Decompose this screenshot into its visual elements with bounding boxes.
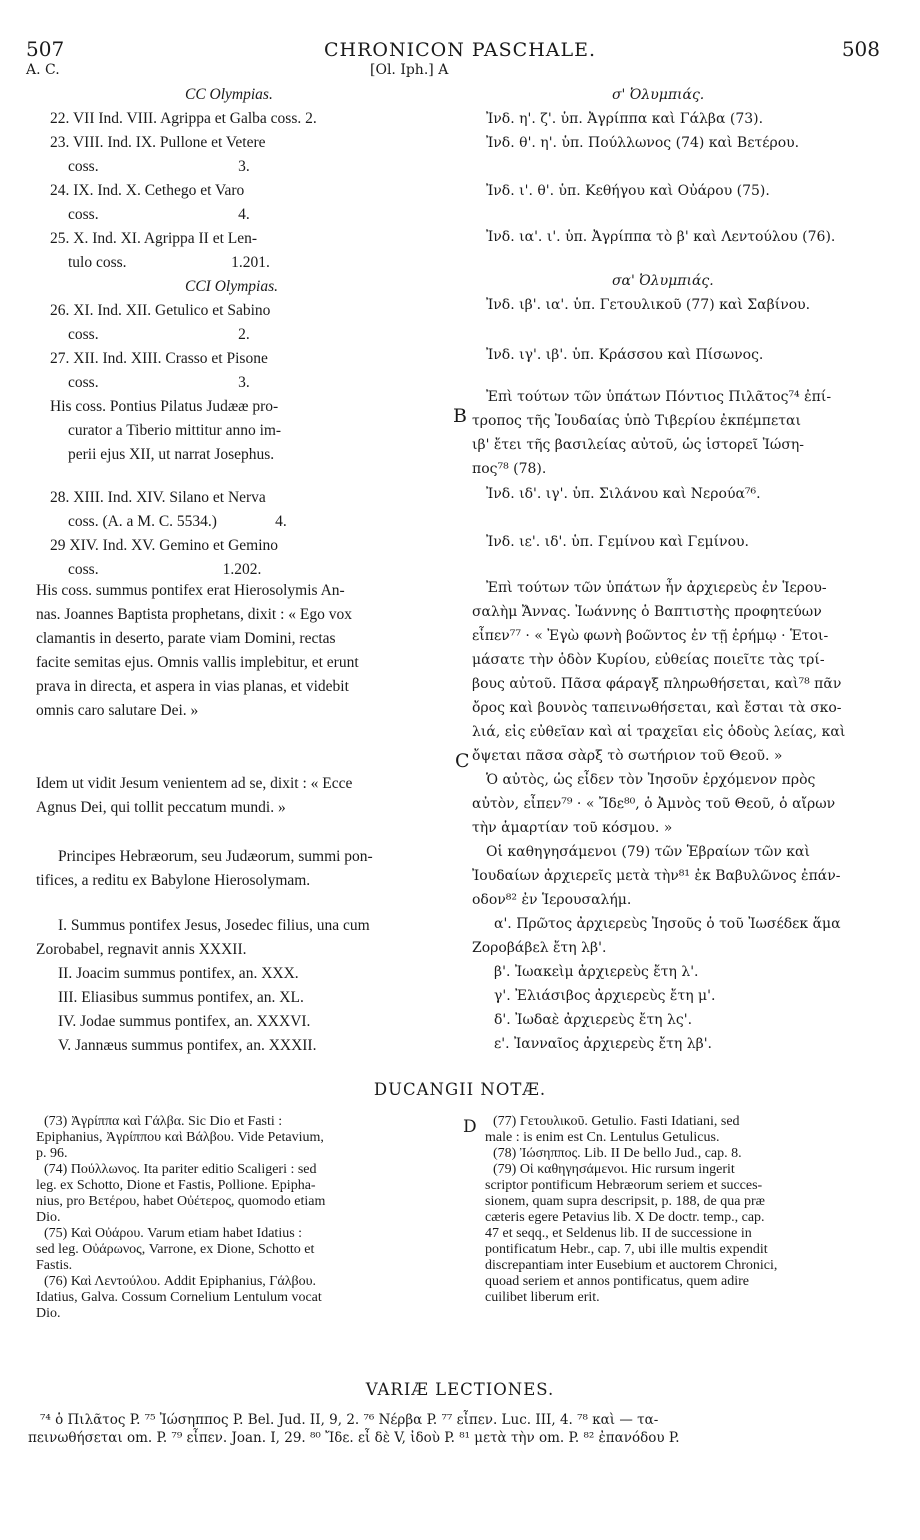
text-line: β'. Ἰωακεὶμ ἀρχιερεὺς ἔτη λ'. [494,964,699,980]
text-line: τὴν ἁμαρτίαν τοῦ κόσμου. » [472,820,673,836]
note-line: male : is enim est Cn. Lentulus Getulicus. [485,1130,720,1145]
text-line: omnis caro salutare Dei. » [36,702,199,719]
text-line: perii ejus XII, ut narrat Josephus. [68,446,275,463]
running-title: CHRONICON PASCHALE. [323,39,597,61]
text-line: α'. Πρῶτος ἀρχιερεὺς Ἰησοῦς ὁ τοῦ Ἰωσέδεκ ἅμα [494,916,841,932]
text-line: 28. XIII. Ind. XIV. Silano et Nerva [50,489,266,506]
olympiad-heading: CCI Olympias. [185,278,278,295]
note-line: cæteris egere Petavius lib. X De doctr. temp., cap. [485,1210,765,1225]
text-line: 29 XIV. Ind. XV. Gemino et Gemino [50,537,279,554]
variant-line: ⁷⁴ ὁ Πιλᾶτος P. ⁷⁵ Ἰώσηππος P. Bel. Jud. II, 9, 2. ⁷⁶ Νέρβα P. ⁷⁷ εἶπεν. Luc. III, 4. ⁷⁸ καὶ — τα- [40,1412,659,1428]
note-line: p. 96. [36,1146,68,1161]
text-line: curator a Tiberio mittitur anno im- [68,422,282,439]
note-line: (77) Γετουλικοῦ. Getulio. Fasti Idatiani, sed [493,1114,740,1129]
text-line: ιβ' ἔτει τῆς βασιλείας αὐτοῦ, ὡς ἱστορεῖ Ἰώση- [472,437,804,453]
text-line: Ἐπὶ τούτων τῶν ὑπάτων Πόντιος Πιλᾶτος⁷⁴ ἐπί- [486,389,832,405]
note-line: nius, pro Βετέρου, habet Οὐέτερος, quomodo etiam [36,1194,326,1209]
text-line: His coss. Pontius Pilatus Judææ pro- [50,398,279,415]
text-line: μάσατε τὴν ὁδὸν Κυρίου, εὐθείας ποιεῖτε τὰς τρί- [472,652,825,668]
variae-heading: VARIÆ LECTIONES. [365,1380,555,1399]
text-line: πος⁷⁸ (78). [472,461,547,477]
text-line: IV. Jodae summus pontifex, an. XXXVI. [58,1013,311,1030]
margin-letter-c: C [455,750,470,772]
note-line: quoad seriem et annos pontificatus, quem adire [485,1274,749,1289]
note-line: leg. ex Schotto, Dione et Fastis, Pollione. Epipha- [36,1178,316,1193]
text-line: Ἰνδ. ιγ'. ιβ'. ὑπ. Κράσσου καὶ Πίσωνος. [486,347,764,363]
note-line: discrepantiam inter Eusebium et auctorem Chronici, [485,1258,778,1273]
text-line: nas. Joannes Baptista prophetans, dixit : « Ego vox [36,606,352,623]
olympiad-heading: CC Olympias. [185,86,273,103]
text-line: coss. 4. [68,206,250,223]
text-line: δ'. Ἰωδαὲ ἀρχιερεὺς ἔτη λς'. [494,1012,693,1028]
note-line: (76) Καὶ Λεντούλου. Addit Epiphanius, Γάλβου. [44,1274,317,1289]
text-line: facite semitas ejus. Omnis vallis implebitur, et erunt [36,654,359,671]
text-line: coss. 3. [68,158,250,175]
text-line: Zorobabel, regnavit annis XXXII. [36,941,247,958]
text-line: ὄρος καὶ βουνὸς ταπεινωθήσεται, καὶ ἔσται τὰ σκο- [472,700,842,716]
text-line: coss. (A. a M. C. 5534.) 4. [68,513,287,530]
note-line: sed leg. Οὐάρωνος, Varrone, ex Dione, Schotto et [36,1242,315,1257]
text-line: ὄψεται πᾶσα σὰρξ τὸ σωτήριον τοῦ Θεοῦ. » [472,748,783,764]
text-line: Principes Hebræorum, seu Judæorum, summi pon- [58,848,373,865]
margin-letter-d: D [463,1117,477,1137]
text-line: coss. 3. [68,374,250,391]
note-line: (73) Ἀγρίππα καὶ Γάλβα. Sic Dio et Fasti : [44,1114,283,1129]
note-line: (74) Πούλλωνος. Ita pariter editio Scaligeri : sed [44,1162,317,1177]
text-line: 24. IX. Ind. X. Cethego et Varo [50,182,245,199]
text-line: His coss. summus pontifex erat Hierosolymis An- [36,582,345,599]
note-line: pontificatum Hebr., cap. 7, ubi ille multis expendit [485,1242,768,1257]
text-line: Ζοροβάβελ ἔτη λβ'. [472,940,607,956]
text-line: II. Joacim summus pontifex, an. XXX. [58,965,299,982]
text-line: V. Jannæus summus pontifex, an. XXXII. [58,1037,317,1054]
text-line: Ἰνδ. ιβ'. ια'. ὑπ. Γετουλικοῦ (77) καὶ Σαβίνου. [486,297,811,313]
text-line: Ἰουδαίων ἀρχιερεῖς μετὰ τὴν⁸¹ ἐκ Βαβυλῶνος ἐπάν- [472,868,841,884]
note-line: scriptor pontificum Hebræorum seriem et succes- [485,1178,763,1193]
note-line: (75) Καὶ Οὐάρου. Varum etiam habet Idatius : [44,1226,303,1241]
text-line: ε'. Ἰανναῖος ἀρχιερεὺς ἔτη λβ'. [494,1036,712,1052]
text-line: Agnus Dei, qui tollit peccatum mundi. » [36,799,286,816]
margin-letter-b: B [453,405,467,427]
text-line: Οἱ καθηγησάμενοι (79) τῶν Ἑβραίων τῶν καὶ [486,844,810,860]
text-line: Ἐπὶ τούτων τῶν ὑπάτων ἦν ἀρχιερεὺς ἐν Ἱερου- [486,580,827,596]
text-line: 25. X. Ind. XI. Agrippa II et Len- [50,230,258,247]
text-line: coss. 1.202. [68,561,262,578]
olympiad-heading: σα' Ὀλυμπιάς. [612,273,714,289]
text-line: 27. XII. Ind. XIII. Crasso et Pisone [50,350,268,367]
page-number-left: 507 [26,37,65,61]
text-line: οδον⁸² ἐν Ἱερουσαλήμ. [472,892,632,908]
text-line: σαλὴμ Ἄννας. Ἰωάννης ὁ Βαπτιστὴς προφητεύων [472,604,822,620]
note-line: sionem, quam supra descripsit, p. 188, de qua præ [485,1194,765,1209]
note-line: Idatius, Galva. Cossum Cornelium Lentulum vocat [36,1290,322,1305]
text-line: 22. VII Ind. VIII. Agrippa et Galba coss. 2. [50,110,317,127]
text-line: γ'. Ἐλιάσιβος ἀρχιερεὺς ἔτη μ'. [494,988,716,1004]
note-line: cuilibet liberum erit. [485,1290,600,1305]
text-line: Ἰνδ. ιδ'. ιγ'. ὑπ. Σιλάνου καὶ Νερούα⁷⁶. [486,486,761,502]
notes-heading: DUCANGII NOTÆ. [373,1080,547,1099]
text-line: βους αὐτοῦ. Πᾶσα φάραγξ πληρωθήσεται, καὶ⁷⁸ πᾶν [472,676,842,692]
text-line: 26. XI. Ind. XII. Getulico et Sabino [50,302,271,319]
text-line: clamantis in deserto, parate viam Domini, rectas [36,630,336,647]
text-line: I. Summus pontifex Jesus, Josedec filius, una cum [58,917,370,934]
text-line: εἶπεν⁷⁷ · « Ἐγὼ φωνὴ βοῶντος ἐν τῇ ἐρήμῳ · Ἑτοι- [472,628,829,644]
text-line: λιά, εἰς εὐθεῖαν καὶ αἱ τραχεῖαι εἰς ὁδοὺς λείας, καὶ [472,724,846,740]
note-line: (78) Ἰώσηππος. Lib. II De bello Jud., cap. 8. [493,1146,742,1161]
text-line: 23. VIII. Ind. IX. Pullone et Vetere [50,134,266,151]
note-line: Dio. [36,1306,61,1321]
text-line: Ἰνδ. θ'. η'. ὑπ. Πούλλωνος (74) καὶ Βετέρου. [486,135,800,151]
text-line: III. Eliasibus summus pontifex, an. XL. [58,989,304,1006]
marginal-ref-left: A. C. [26,62,60,78]
marginal-ref-center: [Ol. Iph.] A [370,62,449,78]
olympiad-heading: σ' Ὀλυμπιάς. [612,87,705,103]
variant-line: πεινωθήσεται om. P. ⁷⁹ εἶπεν. Joan. I, 29. ⁸⁰ Ἴδε. εἶ δὲ V, ἰδοὺ P. ⁸¹ μετὰ τὴν om. P. ⁸² ἐπανόδου P. [28,1430,680,1446]
text-line: tulo coss. 1.201. [68,254,270,271]
note-line: Fastis. [36,1258,73,1273]
text-line: Ὁ αὐτὸς, ὡς εἶδεν τὸν Ἰησοῦν ἐρχόμενον πρὸς [486,772,816,788]
page-number-right: 508 [841,37,880,61]
text-line: tifices, a reditu ex Babylone Hierosolymam. [36,872,311,889]
text-line: Ἰνδ. ιε'. ιδ'. ὑπ. Γεμίνου καὶ Γεμίνου. [486,534,749,550]
note-line: (79) Οἱ καθηγησάμενοι. Hic rursum ingerit [493,1162,735,1177]
text-line: coss. 2. [68,326,250,343]
text-line: Ἰνδ. η'. ζ'. ὑπ. Ἀγρίππα καὶ Γάλβα (73). [486,111,764,127]
text-line: prava in directa, et aspera in vias planas, et videbit [36,678,349,695]
text-line: Ἰνδ. ι'. θ'. ὑπ. Κεθήγου καὶ Οὐάρου (75). [486,183,770,199]
text-line: Idem ut vidit Jesum venientem ad se, dixit : « Ecce [36,775,353,792]
note-line: Epiphanius, Ἀγρίππου καὶ Βάλβου. Vide Petavium, [36,1130,324,1145]
note-line: Dio. [36,1210,61,1225]
text-line: αὐτὸν, εἶπεν⁷⁹ · « Ἴδε⁸⁰, ὁ Ἀμνὸς τοῦ Θεοῦ, ὁ αἴρων [472,796,836,812]
text-line: Ἰνδ. ια'. ι'. ὑπ. Ἀγρίππα τὸ β' καὶ Λεντούλου (76). [486,229,836,245]
note-line: 47 et seqq., et Seldenus lib. II de successione in [485,1226,752,1241]
text-line: τροπος τῆς Ἰουδαίας ὑπὸ Τιβερίου ἐκπέμπεται [472,413,801,429]
